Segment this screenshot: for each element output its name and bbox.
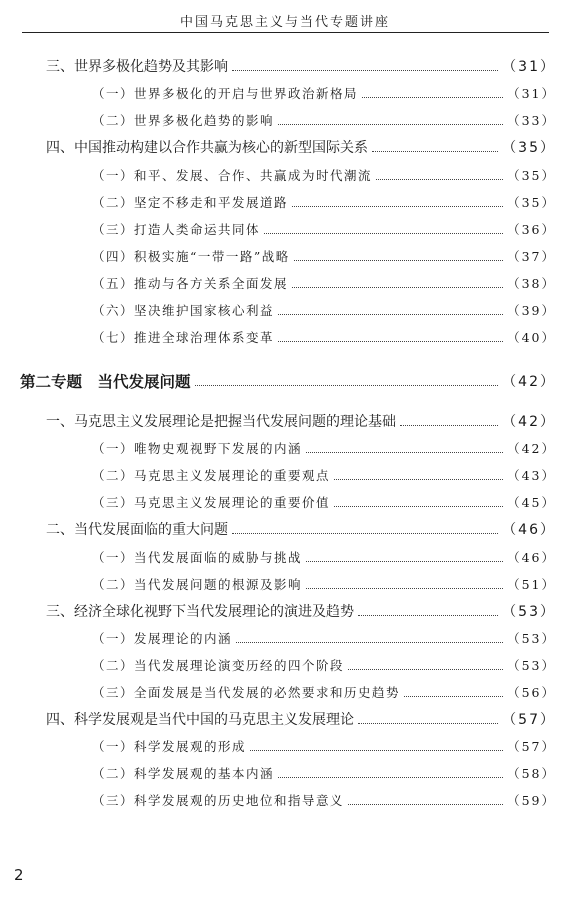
toc-section-entry (46, 708, 556, 730)
toc-entry-title: 三、世界多极化趋势及其影响 (46, 59, 228, 75)
dot-leader (400, 425, 498, 426)
toc-entry-page: （33） (507, 113, 556, 128)
dot-leader (362, 97, 503, 98)
dot-leader (334, 479, 503, 480)
running-header: 中国马克思主义与当代专题讲座 (179, 15, 390, 30)
toc-subsection-entry (92, 464, 556, 486)
toc-entry-page: （59） (507, 793, 556, 808)
toc-entry-page: （42） (502, 414, 556, 430)
toc-entry-title: 一、马克思主义发展理论是把握当代发展问题的理论基础 (46, 414, 396, 430)
toc-subsection-entry (92, 191, 556, 213)
dot-leader (278, 777, 503, 778)
dot-leader (292, 206, 503, 207)
toc-subsection-entry (92, 573, 556, 595)
toc-entry-title: 四、科学发展观是当代中国的马克思主义发展理论 (46, 712, 354, 728)
toc-subsection-entry (92, 546, 556, 568)
toc-entry-page: （40） (507, 330, 556, 345)
toc-entry-title: （二）科学发展观的基本内涵 (92, 766, 275, 781)
dot-leader (292, 287, 503, 288)
toc-entry-page: （35） (507, 195, 556, 210)
toc-entry-page: （38） (507, 276, 556, 291)
dot-leader (358, 615, 498, 616)
toc-subsection-entry (92, 735, 556, 757)
toc-section-entry (46, 55, 556, 77)
toc-entry-title: （二）坚定不移走和平发展道路 (92, 195, 289, 210)
dot-leader (376, 179, 503, 180)
toc-subsection-entry (92, 762, 556, 784)
toc-subsection-entry (92, 789, 556, 811)
toc-entry-page: （39） (507, 303, 556, 318)
toc-entry-title: （三）马克思主义发展理论的重要价值 (92, 495, 331, 510)
dot-leader (278, 341, 503, 342)
toc-entry-title: （五）推动与各方关系全面发展 (92, 276, 289, 291)
dot-leader (236, 642, 503, 643)
dot-leader (334, 506, 503, 507)
toc-subsection-entry (92, 681, 556, 703)
toc-entry-title: （三）科学发展观的历史地位和指导意义 (92, 793, 345, 808)
dot-leader (195, 385, 499, 386)
toc-entry-page: （46） (507, 550, 556, 565)
toc-entry-title: （一）唯物史观视野下发展的内涵 (92, 441, 303, 456)
toc-entry-page: （35） (502, 140, 556, 156)
dot-leader (278, 314, 503, 315)
dot-leader (348, 804, 503, 805)
dot-leader (306, 561, 503, 562)
dot-leader (232, 533, 498, 534)
toc-section-entry (46, 518, 556, 540)
toc-subsection-entry (92, 164, 556, 186)
toc-subsection-entry (92, 109, 556, 131)
toc-entry-page: （31） (507, 86, 556, 101)
dot-leader (306, 588, 503, 589)
toc-entry-page: （46） (502, 522, 556, 538)
toc-entry-page: （31） (502, 59, 556, 75)
page-number: 2 (14, 866, 24, 884)
toc-section-entry (46, 600, 556, 622)
toc-entry-title: （一）发展理论的内涵 (92, 631, 233, 646)
dot-leader (348, 669, 503, 670)
toc-entry-title: （六）坚决维护国家核心利益 (92, 303, 275, 318)
toc-entry-page: （51） (507, 577, 556, 592)
toc-entry-page: （53） (507, 658, 556, 673)
toc-subsection-entry (92, 437, 556, 459)
toc-entry-page: （35） (507, 168, 556, 183)
toc-entry-title: （三）全面发展是当代发展的必然要求和历史趋势 (92, 685, 401, 700)
toc-subsection-entry (92, 491, 556, 513)
toc-entry-page: （58） (507, 766, 556, 781)
toc-subsection-entry (92, 326, 556, 348)
toc-entry-page: （57） (507, 739, 556, 754)
toc-entry-page: （42） (507, 441, 556, 456)
toc-subsection-entry (92, 654, 556, 676)
toc-subsection-entry (92, 299, 556, 321)
toc-entry-title: （二）当代发展问题的根源及影响 (92, 577, 303, 592)
dot-leader (358, 723, 498, 724)
dot-leader (264, 233, 503, 234)
toc-chapter-entry (20, 370, 556, 392)
toc-entry-title: （一）科学发展观的形成 (92, 739, 247, 754)
toc-entry-page: （43） (507, 468, 556, 483)
dot-leader (372, 151, 498, 152)
dot-leader (232, 70, 498, 71)
toc-entry-title: （一）和平、发展、合作、共赢成为时代潮流 (92, 168, 373, 183)
toc-subsection-entry (92, 272, 556, 294)
toc-entry-title: （二）当代发展理论演变历经的四个阶段 (92, 658, 345, 673)
dot-leader (250, 750, 503, 751)
toc-entry-title: 四、中国推动构建以合作共赢为核心的新型国际关系 (46, 140, 368, 156)
toc-entry-page: （42） (502, 374, 556, 390)
toc-entry-title: 三、经济全球化视野下当代发展理论的演进及趋势 (46, 604, 354, 620)
toc-section-entry (46, 410, 556, 432)
toc-entry-title: （二）世界多极化趋势的影响 (92, 113, 275, 128)
toc-entry-page: （37） (507, 249, 556, 264)
dot-leader (306, 452, 503, 453)
toc-entry-title: （三）打造人类命运共同体 (92, 222, 261, 237)
toc-entry-title: （一）当代发展面临的威胁与挑战 (92, 550, 303, 565)
toc-section-entry (46, 136, 556, 158)
toc-subsection-entry (92, 627, 556, 649)
toc-entry-title: 第二专题 当代发展问题 (20, 373, 191, 391)
dot-leader (404, 696, 503, 697)
toc-subsection-entry (92, 245, 556, 267)
toc-entry-title: （七）推进全球治理体系变革 (92, 330, 275, 345)
dot-leader (294, 260, 503, 261)
toc-entry-title: （二）马克思主义发展理论的重要观点 (92, 468, 331, 483)
toc-entry-title: （四）积极实施“一带一路”战略 (92, 249, 290, 264)
toc-entry-page: （45） (507, 495, 556, 510)
toc-entry-title: （一）世界多极化的开启与世界政治新格局 (92, 86, 359, 101)
toc-subsection-entry (92, 218, 556, 240)
dot-leader (278, 124, 503, 125)
toc-entry-page: （56） (507, 685, 556, 700)
toc-entry-title: 二、当代发展面临的重大问题 (46, 522, 228, 538)
toc-entry-page: （53） (502, 604, 556, 620)
toc-entry-page: （36） (507, 222, 556, 237)
toc-entry-page: （57） (502, 712, 556, 728)
toc-entry-page: （53） (507, 631, 556, 646)
toc-subsection-entry (92, 82, 556, 104)
